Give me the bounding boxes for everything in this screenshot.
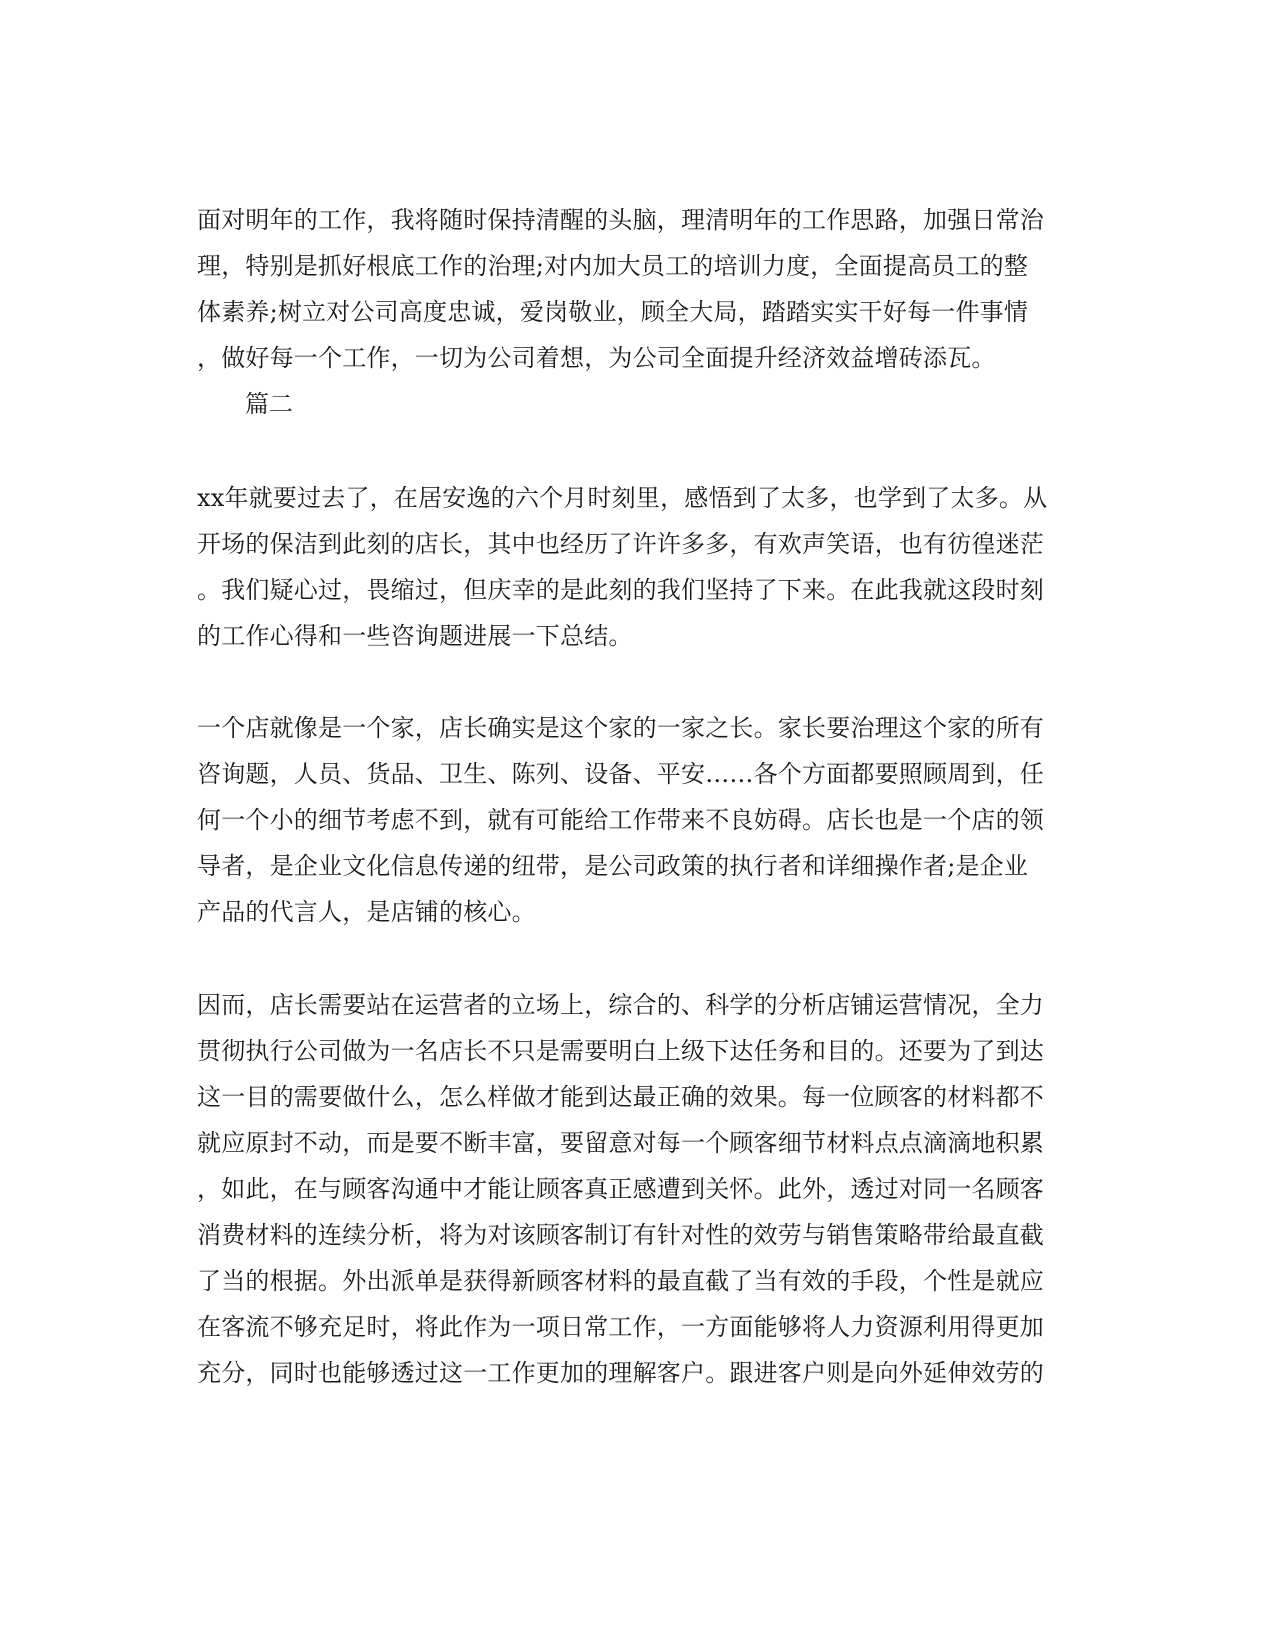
text-line: 就应原封不动，而是要不断丰富，要留意对每一个顾客细节材料点点滴滴地积累 bbox=[197, 1129, 1044, 1157]
text-line: ，做好每一个工作，一切为公司着想，为公司全面提升经济效益增砖添瓦。 bbox=[197, 344, 996, 372]
text-line: 这一目的需要做什么，怎么样做才能到达最正确的效果。每一位顾客的材料都不 bbox=[197, 1083, 1044, 1111]
text-line: 理，特别是抓好根底工作的治理;对内加大员工的培训力度，全面提高员工的整 bbox=[197, 252, 1029, 280]
text-line: 。我们疑心过，畏缩过，但庆幸的是此刻的我们坚持了下来。在此我就这段时刻 bbox=[197, 576, 1044, 604]
text-line: 开场的保洁到此刻的店长，其中也经历了许许多多，有欢声笑语，也有彷徨迷茫 bbox=[197, 530, 1044, 558]
text-line: 在客流不够充足时，将此作为一项日常工作，一方面能够将人力资源利用得更加 bbox=[197, 1313, 1044, 1341]
text-line: 充分，同时也能够透过这一工作更加的理解客户。跟进客户则是向外延伸效劳的 bbox=[197, 1359, 1044, 1387]
text-line: 贯彻执行公司做为一名店长不只是需要明白上级下达任务和目的。还要为了到达 bbox=[197, 1037, 1044, 1065]
text-line: 咨询题，人员、货品、卫生、陈列、设备、平安……各个方面都要照顾周到，任 bbox=[197, 760, 1044, 788]
text-line: 体素养;树立对公司高度忠诚，爱岗敬业，顾全大局，踏踏实实干好每一件事情 bbox=[197, 298, 1029, 326]
text-line: 一个店就像是一个家，店长确实是这个家的一家之长。家长要治理这个家的所有 bbox=[197, 714, 1044, 742]
text-line: 产品的代言人，是店铺的核心。 bbox=[197, 898, 536, 926]
text-line: 面对明年的工作，我将随时保持清醒的头脑，理清明年的工作思路，加强日常治 bbox=[197, 206, 1044, 234]
text-line: 导者，是企业文化信息传递的纽带，是公司政策的执行者和详细操作者;是企业 bbox=[197, 852, 1029, 880]
text-line: 何一个小的细节考虑不到，就有可能给工作带来不良妨碍。店长也是一个店的领 bbox=[197, 806, 1044, 834]
section-heading: 篇二 bbox=[245, 390, 293, 418]
text-line: 因而，店长需要站在运营者的立场上，综合的、科学的分析店铺运营情况，全力 bbox=[197, 991, 1044, 1019]
text-line: ，如此，在与顾客沟通中才能让顾客真正感遭到关怀。此外，透过对同一名顾客 bbox=[197, 1175, 1044, 1203]
text-line: 的工作心得和一些咨询题进展一下总结。 bbox=[197, 622, 633, 650]
text-line: 消费材料的连续分析，将为对该顾客制订有针对性的效劳与销售策略带给最直截 bbox=[197, 1221, 1044, 1249]
text-line: 了当的根据。外出派单是获得新顾客材料的最直截了当有效的手段，个性是就应 bbox=[197, 1267, 1044, 1295]
text-line: xx年就要过去了，在居安逸的六个月时刻里，感悟到了太多，也学到了太多。从 bbox=[197, 484, 1048, 512]
